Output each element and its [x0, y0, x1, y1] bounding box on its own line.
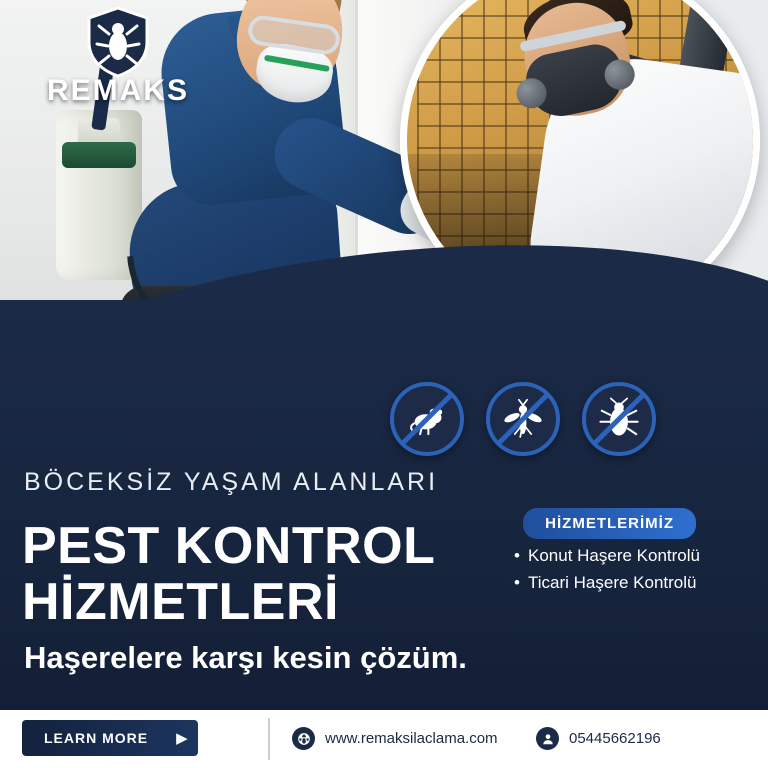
badge-no-cockroach[interactable] — [582, 382, 656, 456]
services-list — [514, 542, 700, 596]
headline-line-2: HİZMETLERİ — [22, 573, 339, 631]
user-icon — [536, 727, 559, 750]
brand-name: REMAKS — [46, 74, 189, 107]
learn-more-button[interactable] — [22, 720, 198, 756]
footer-divider — [268, 718, 270, 760]
pest-icon-badges — [390, 382, 656, 456]
badge-no-mosquito[interactable] — [486, 382, 560, 456]
badge-no-rat[interactable] — [390, 382, 464, 456]
shield-bug-icon — [85, 6, 151, 78]
learn-more-label: LEARN MORE — [44, 730, 149, 746]
globe-icon — [292, 727, 315, 750]
play-arrow-icon: ▶ — [176, 730, 188, 747]
website-text: www.remaksilaclama.com — [325, 730, 498, 747]
brand-logo[interactable] — [28, 6, 208, 108]
kicker-text: BÖCEKSİZ YAŞAM ALANLARI — [24, 468, 439, 496]
list-item: • Konut Haşere Kontrolü — [514, 542, 700, 569]
services-title-badge: HİZMETLERİMİZ — [523, 508, 696, 539]
subheadline: Haşerelere karşı kesin çözüm. — [24, 640, 467, 675]
phone-text: 05445662196 — [569, 730, 661, 747]
headline-line-1: PEST KONTROL — [22, 517, 436, 575]
website-link[interactable] — [292, 727, 498, 750]
page-title — [22, 518, 435, 630]
phone-link[interactable] — [536, 727, 661, 750]
list-item: • Ticari Haşere Kontrolü — [514, 569, 700, 596]
